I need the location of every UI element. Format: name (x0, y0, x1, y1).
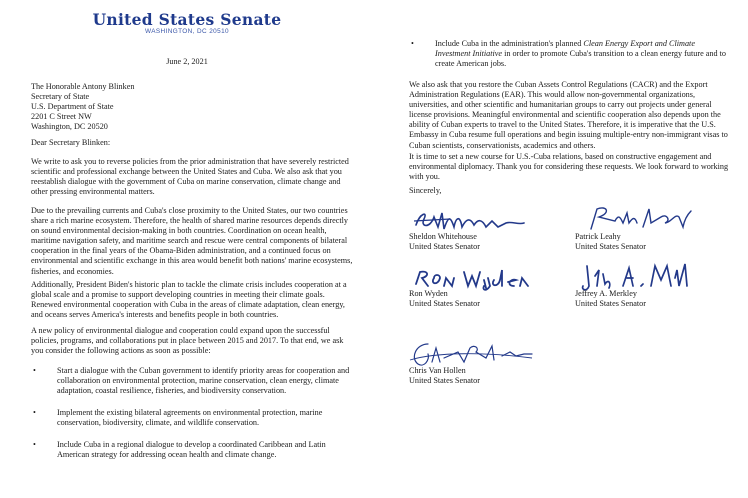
letterhead (0, 11, 374, 36)
bullet-icon: • (411, 39, 414, 48)
initiative-name: Clean Energy Export and Climate Investment Initiative (435, 39, 695, 59)
signature-block (575, 232, 646, 252)
address-line: The Honorable Antony Blinken (31, 82, 135, 91)
bullet-text-part: in order to promote Cuba's transition to a clean energy future and to create American jobs. (435, 49, 726, 69)
signature-block (409, 289, 480, 309)
address-line: U.S. Department of State (31, 102, 114, 111)
body-paragraph: We also ask that you restore the Cuban Assets Control Regulations (CACR) and the Export Administration Regulations (EAR). This would allow non-governmental organizations, universities, and other scientific and humanitarian groups to carry out projects under general license provisions. Meaningful environmental and scientific cooperation also depends upon the ability of Cuban experts to travel to the United States. Therefore, it is imperative that the U.S. Embassy in Cuba resume full operations and begin issuing multiple-entry non-immigrant visas to Cuban scientists, conservationists, academics and others. (409, 80, 728, 150)
action-bullet (31, 440, 353, 460)
senator-title: United States Senator (575, 242, 646, 251)
bullet-icon: • (33, 440, 36, 449)
action-bullet (31, 366, 353, 396)
body-paragraph: A new policy of environmental dialogue and cooperation could expand upon the successful policies, programs, and collaborations put in place between 2015 and 2017. To that end, we ask you consider the following actions as soon as possible: (31, 326, 344, 356)
bullet-icon: • (33, 408, 36, 417)
closing: Sincerely, (409, 186, 442, 195)
action-bullet (31, 408, 353, 428)
bullet-icon: • (33, 366, 36, 375)
senator-title: United States Senator (409, 299, 480, 308)
senator-name: Patrick Leahy (575, 232, 621, 241)
address-line: 2201 C Street NW (31, 112, 92, 121)
salutation: Dear Secretary Blinken: (31, 138, 111, 147)
body-paragraph: We write to ask you to reverse policies from the prior administration that have severely restricted scientific and professional exchange between the United States and Cuba. We also ask that you reestablish dialogue with the government of Cuba on marine conservation, climate change and other pressing environmental matters. (31, 157, 349, 197)
bullet-text: Implement the existing bilateral agreements on environmental protection, marine conservation, biodiversity, climate, and wildlife conservation. (57, 408, 323, 428)
address-line: Washington, DC 20520 (31, 122, 108, 131)
body-paragraph: Due to the prevailing currents and Cuba's close proximity to the United States, our two countries share a rich marine ecosystem. Therefore, the health of shared marine resources depends directly on sound environmental decision-making in both countries. Coordination on ocean health, maritime navigation safety, and maritime search and rescue were central components of bilateral cooperation in the final years of the Obama-Biden administration, and a continued focus on environmental and scientific exchange in this area would benefit both nations' marine ecosystems, fisheries, and economies. (31, 206, 353, 276)
bullet-text: Include Cuba in a regional dialogue to develop a coordinated Caribbean and Latin American strategy for addressing ocean health and climate change. (57, 440, 326, 460)
senator-name: Jeffrey A. Merkley (575, 289, 637, 298)
body-paragraph: It is time to set a new course for U.S.-Cuba relations, based on constructive engagement and environmental diplomacy. Thank you for considering these requests. We look forward to working with you. (409, 152, 729, 182)
bullet-text-part: Include Cuba in the administration's planned (435, 39, 584, 48)
senator-title: United States Senator (409, 242, 480, 251)
bullet-text: Start a dialogue with the Cuban government to identify priority areas for cooperation and collaboration on environmental protection, marine conservation, clean energy, climate adaptation, coastal resilience, fisheries, and biodiversity conservation. (57, 366, 350, 396)
action-bullet (405, 39, 727, 69)
signature-block (575, 289, 646, 309)
letter-date: June 2, 2021 (166, 57, 208, 66)
letterhead-title: United States Senate (92, 10, 282, 29)
letterhead-subtitle: WASHINGTON, DC 20510 (145, 28, 229, 35)
senator-name: Ron Wyden (409, 289, 448, 298)
senator-title: United States Senator (409, 376, 480, 385)
address-line: Secretary of State (31, 92, 90, 101)
bullet-text (435, 39, 727, 69)
recipient-address (31, 82, 134, 132)
senator-name: Sheldon Whitehouse (409, 232, 477, 241)
signature-block (409, 232, 480, 252)
senator-title: United States Senator (575, 299, 646, 308)
senator-name: Chris Van Hollen (409, 366, 466, 375)
signature-block (409, 366, 480, 386)
body-paragraph: Additionally, President Biden's historic plan to tackle the climate crisis includes cooperation at a global scale and a promise to support developing countries in meeting their climate goals. Renewed environmental cooperation with Cuba in the areas of climate adaptation, clean energy, and oceans serves America's interests and benefits people in both countries. (31, 280, 347, 320)
